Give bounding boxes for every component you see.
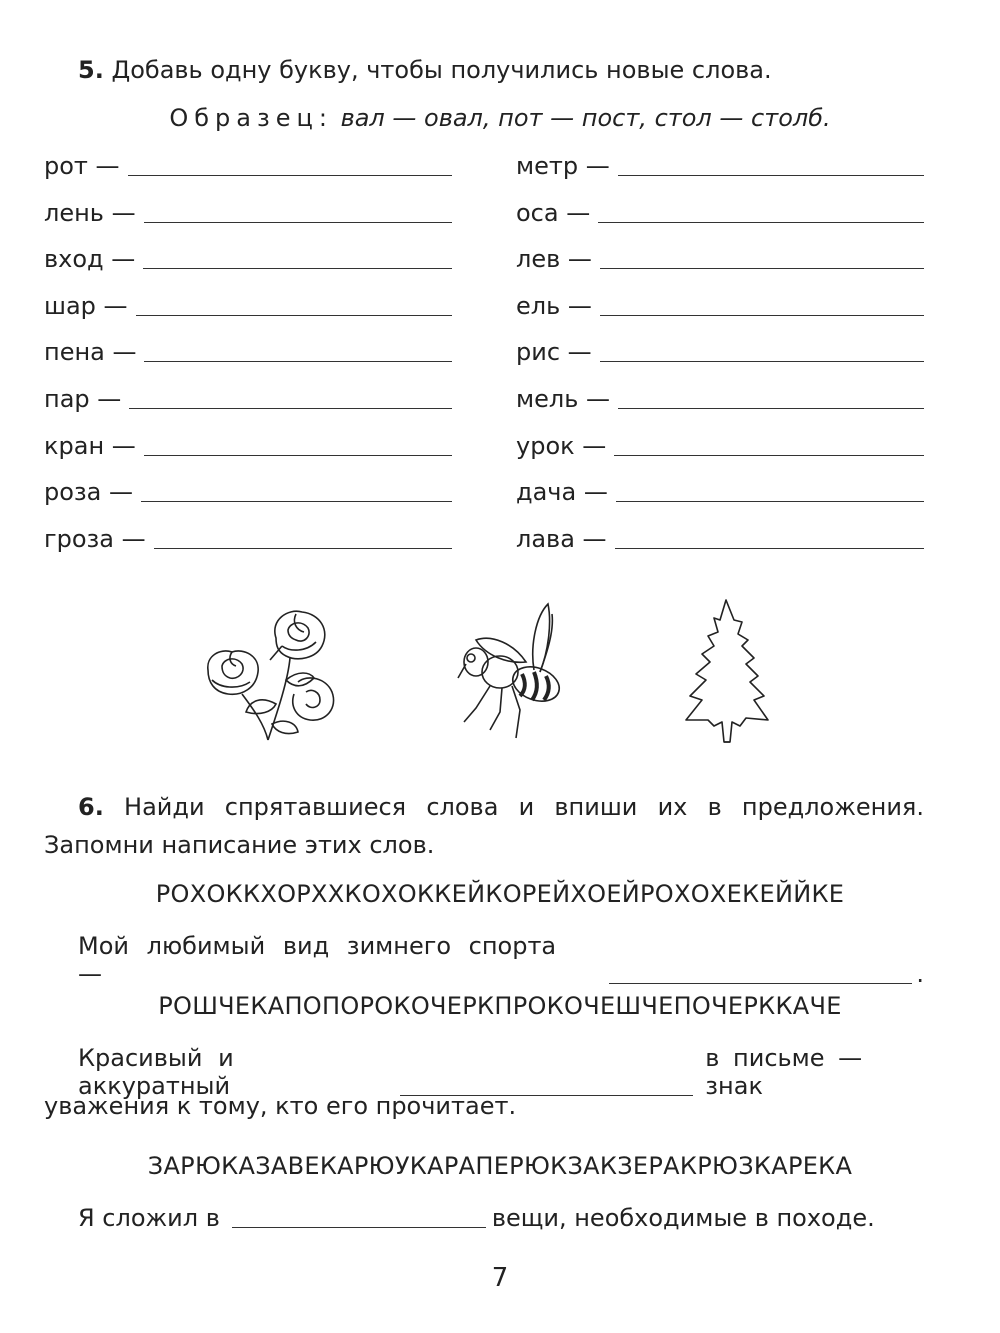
word-row — [516, 432, 924, 460]
answer-line[interactable] — [600, 315, 924, 316]
word-label: лава — — [516, 524, 607, 553]
answer-line[interactable] — [615, 548, 924, 549]
sentence-1-start: Мой любимый вид зимнего спорта — — [78, 932, 557, 988]
word-row — [516, 245, 924, 273]
word-row — [44, 525, 452, 553]
word-row — [516, 525, 924, 553]
word-label: рот — — [44, 152, 120, 180]
word-label: пар — — [44, 385, 122, 413]
answer-line[interactable] — [136, 315, 452, 316]
sentence-2-end: в письме — знак — [705, 1044, 863, 1100]
answer-line[interactable] — [616, 501, 924, 502]
task-6-number: 6. — [78, 793, 104, 821]
sentence-3 — [78, 1204, 875, 1232]
word-label: шар — — [44, 291, 128, 320]
sentence-3-start: Я сложил в — [78, 1204, 220, 1232]
word-label: пена — — [44, 338, 137, 367]
word-label: вход — — [44, 245, 136, 274]
word-row — [516, 152, 924, 180]
answer-line[interactable] — [143, 268, 452, 269]
answer-blank-3[interactable] — [232, 1227, 486, 1228]
answer-blank-1[interactable] — [609, 983, 912, 984]
answer-line[interactable] — [618, 408, 924, 409]
sentence-3-end: вещи, необходимые в походе. — [491, 1204, 875, 1232]
answer-line[interactable] — [141, 501, 452, 502]
answer-line[interactable] — [154, 548, 452, 549]
sentence-1-end: . — [916, 960, 924, 988]
answer-line[interactable] — [600, 361, 924, 362]
word-row — [44, 245, 452, 273]
word-row — [44, 338, 452, 366]
answer-line[interactable] — [128, 175, 452, 176]
answer-line[interactable] — [614, 455, 924, 456]
word-row — [44, 152, 452, 180]
sample-line — [0, 104, 1000, 132]
answer-line[interactable] — [598, 222, 924, 223]
answer-line[interactable] — [129, 408, 452, 409]
answer-line[interactable] — [144, 455, 452, 456]
word-row — [44, 199, 452, 227]
sample-label: Образец: — [169, 104, 333, 132]
task-6-instruction: Найди спрятавшиеся слова и впиши их в предложения. Запомни написание этих слов. — [44, 793, 924, 859]
word-label: лень — — [44, 198, 136, 227]
task-6-title — [44, 788, 924, 864]
word-label: дача — — [516, 478, 608, 507]
word-row — [44, 432, 452, 460]
word-row — [44, 385, 452, 413]
wasp-icon — [456, 600, 568, 742]
word-label: урок — — [516, 431, 607, 460]
word-row — [516, 338, 924, 366]
word-row — [516, 478, 924, 506]
page-number: 7 — [491, 1263, 509, 1293]
word-row — [44, 478, 452, 506]
answer-line[interactable] — [618, 175, 924, 176]
sentence-2-start: Красивый и аккуратный — [78, 1044, 234, 1100]
sentence-1 — [78, 932, 924, 988]
word-row — [516, 385, 924, 413]
word-row — [516, 199, 924, 227]
word-label: рис — — [516, 338, 592, 367]
word-label: кран — — [44, 431, 136, 460]
word-row — [44, 292, 452, 320]
letter-puzzle-3: ЗАРЮКАЗАВЕКАРЮУКАРАПЕРЮКЗАКЗЕРАКРЮЗКАРЕКА — [147, 1152, 853, 1180]
letter-puzzle-1: РОХОККХОРХХКОХОККЕЙКОРЕЙХОЕЙРОХОХЕКЕЙЙКЕ — [155, 880, 845, 908]
task-5-instruction: Добавь одну букву, чтобы получились новые слова. — [111, 56, 772, 84]
sample-text: вал — овал, пот — пост, стол — столб. — [340, 104, 831, 132]
task-5-title — [78, 56, 772, 84]
word-label: роза — — [44, 478, 134, 507]
answer-line[interactable] — [144, 361, 452, 362]
letter-puzzle-2: РОШЧЕКАПОПОРОКОЧЕРКПРОКОЧЕШЧЕПОЧЕРККАЧЕ — [158, 992, 842, 1020]
word-label: мель — — [516, 385, 610, 413]
word-label: метр — — [516, 152, 610, 180]
sentence-2-continuation: уважения к тому, кто его прочитает. — [44, 1092, 517, 1120]
word-row — [516, 292, 924, 320]
answer-line[interactable] — [144, 222, 452, 223]
word-label: ель — — [516, 291, 592, 320]
task-5-number: 5. — [78, 56, 104, 84]
word-label: гроза — — [44, 524, 146, 553]
word-label: оса — — [516, 198, 591, 227]
roses-icon — [198, 600, 350, 748]
fir-tree-icon — [684, 598, 770, 746]
word-label: лев — — [516, 245, 592, 274]
answer-line[interactable] — [600, 268, 924, 269]
